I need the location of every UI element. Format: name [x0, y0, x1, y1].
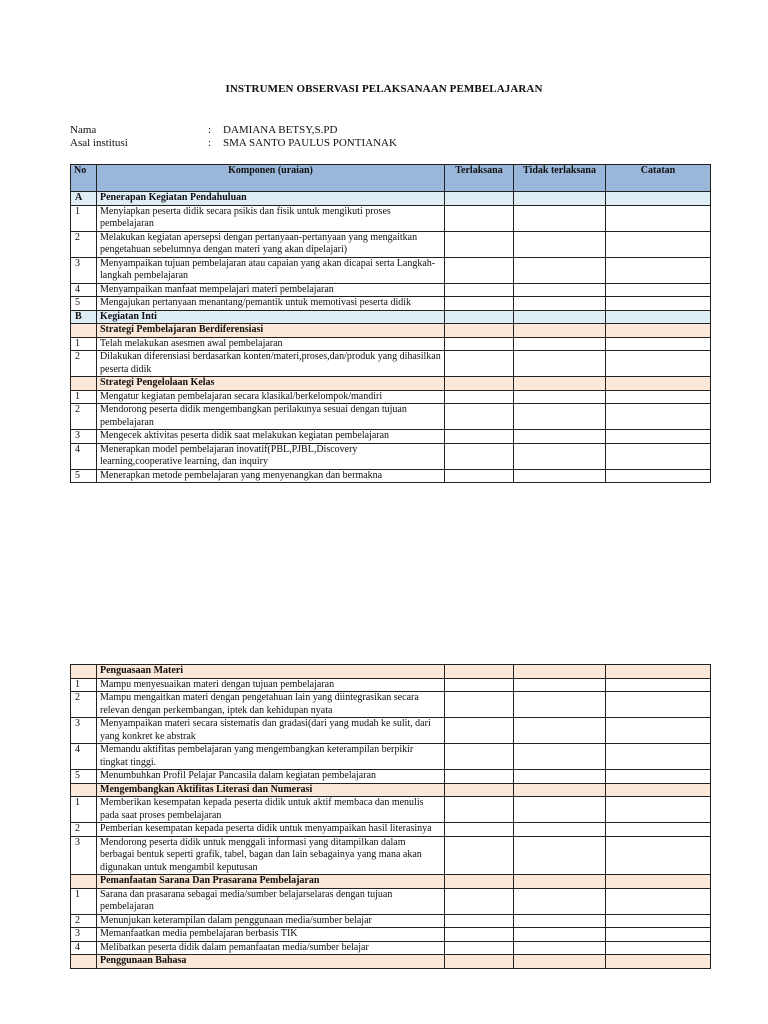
row-not-done-cell: [514, 192, 606, 206]
table-row: [71, 351, 711, 377]
table-row: [71, 836, 711, 875]
row-notes-cell: [606, 337, 711, 351]
row-component-text: Menerapkan metode pembelajaran yang menyenangkan dan bermakna: [97, 469, 445, 483]
table-row: [71, 744, 711, 770]
row-component-text: Menumbuhkan Profil Pelajar Pancasila dalam kegiatan pembelajaran: [97, 770, 445, 784]
row-not-done-cell: [514, 692, 606, 718]
row-not-done-cell: [514, 955, 606, 969]
row-component-text: Pemberian kesempatan kepada peserta didik untuk menyampaikan hasil literasinya: [97, 823, 445, 837]
row-done-cell: [445, 836, 514, 875]
row-not-done-cell: [514, 744, 606, 770]
row-number: 3: [71, 718, 97, 744]
row-notes-cell: [606, 783, 711, 797]
header-done: Terlaksana: [445, 165, 514, 192]
row-not-done-cell: [514, 941, 606, 955]
table-row: [71, 231, 711, 257]
table-row: [71, 443, 711, 469]
row-not-done-cell: [514, 443, 606, 469]
row-done-cell: [445, 377, 514, 391]
row-notes-cell: [606, 390, 711, 404]
section-row: [71, 310, 711, 324]
observation-table-part-2: [70, 664, 711, 969]
row-done-cell: [445, 324, 514, 338]
row-done-cell: [445, 205, 514, 231]
row-not-done-cell: [514, 297, 606, 311]
row-not-done-cell: [514, 404, 606, 430]
row-component-text: Strategi Pengelolaan Kelas: [97, 377, 445, 391]
row-component-text: Mengatur kegiatan pembelajaran secara klasikal/berkelompok/mandiri: [97, 390, 445, 404]
table-row: [71, 469, 711, 483]
row-component-text: Menyampaikan tujuan pembelajaran atau capaian yang akan dicapai serta Langkah-langkah pembelajaran: [97, 257, 445, 283]
table-row: [71, 797, 711, 823]
row-notes-cell: [606, 231, 711, 257]
row-number: 3: [71, 430, 97, 444]
table-row: [71, 257, 711, 283]
row-not-done-cell: [514, 324, 606, 338]
document-title: INSTRUMEN OBSERVASI PELAKSANAAN PEMBELAJARAN: [225, 83, 543, 95]
row-component-text: Mampu mengaitkan materi dengan pengetahuan lain yang diintegrasikan secara relevan dengan perkembangan, iptek dan kehidupan nyata: [97, 692, 445, 718]
table-row: [71, 297, 711, 311]
row-done-cell: [445, 469, 514, 483]
row-not-done-cell: [514, 257, 606, 283]
row-component-text: Memanfaatkan media pembelajaran berbasis TIK: [97, 928, 445, 942]
row-number: 1: [71, 337, 97, 351]
row-notes-cell: [606, 875, 711, 889]
row-done-cell: [445, 337, 514, 351]
row-done-cell: [445, 955, 514, 969]
row-notes-cell: [606, 377, 711, 391]
row-number: 1: [71, 797, 97, 823]
row-done-cell: [445, 770, 514, 784]
row-number: 1: [71, 205, 97, 231]
name-value: DAMIANA BETSY,S.PD: [223, 124, 338, 136]
row-component-text: Menyiapkan peserta didik secara psikis dan fisik untuk mengikuti proses pembelajaran: [97, 205, 445, 231]
row-notes-cell: [606, 941, 711, 955]
row-not-done-cell: [514, 678, 606, 692]
row-notes-cell: [606, 404, 711, 430]
row-not-done-cell: [514, 823, 606, 837]
row-not-done-cell: [514, 231, 606, 257]
row-number: 4: [71, 941, 97, 955]
row-done-cell: [445, 823, 514, 837]
row-not-done-cell: [514, 797, 606, 823]
table-row: [71, 678, 711, 692]
row-notes-cell: [606, 443, 711, 469]
row-number: 2: [71, 914, 97, 928]
row-done-cell: [445, 257, 514, 283]
row-component-text: Melakukan kegiatan apersepsi dengan pertanyaan-pertanyaan yang mengaitkan pengetahuan sebelumnya dengan materi yang akan dipelajari): [97, 231, 445, 257]
row-number: 3: [71, 928, 97, 942]
row-done-cell: [445, 351, 514, 377]
row-notes-cell: [606, 324, 711, 338]
row-not-done-cell: [514, 283, 606, 297]
row-done-cell: [445, 231, 514, 257]
row-component-text: Mengembangkan Aktifitas Literasi dan Numerasi: [97, 783, 445, 797]
table-row: [71, 205, 711, 231]
row-number: [71, 377, 97, 391]
row-number: 5: [71, 770, 97, 784]
row-notes-cell: [606, 205, 711, 231]
row-number: [71, 875, 97, 889]
row-number: 2: [71, 692, 97, 718]
row-notes-cell: [606, 718, 711, 744]
subsection-row: [71, 324, 711, 338]
row-number: [71, 324, 97, 338]
subsection-row: [71, 377, 711, 391]
row-not-done-cell: [514, 665, 606, 679]
row-component-text: Sarana dan prasarana sebagai media/sumber belajarselaras dengan tujuan pembelajaran: [97, 888, 445, 914]
row-done-cell: [445, 692, 514, 718]
row-component-text: Mendorong peserta didik untuk menggali informasi yang ditampilkan dalam berbagai bentuk seperti grafik, tabel, bagan dan lain sebagainya yang mana akan digunakan untuk mengambil keputusan: [97, 836, 445, 875]
header-notes: Catatan: [606, 165, 711, 192]
institution-label: Asal institusi: [70, 137, 128, 149]
institution-separator: :: [208, 137, 212, 149]
row-not-done-cell: [514, 390, 606, 404]
table-row: [71, 928, 711, 942]
row-number: [71, 783, 97, 797]
row-done-cell: [445, 192, 514, 206]
row-notes-cell: [606, 797, 711, 823]
row-component-text: Menyampaikan manfaat mempelajari materi pembelajaran: [97, 283, 445, 297]
row-notes-cell: [606, 823, 711, 837]
row-not-done-cell: [514, 205, 606, 231]
row-done-cell: [445, 390, 514, 404]
row-done-cell: [445, 718, 514, 744]
table-row: [71, 914, 711, 928]
table-row: [71, 692, 711, 718]
table-header-row: [71, 165, 711, 192]
row-number: 1: [71, 390, 97, 404]
row-notes-cell: [606, 678, 711, 692]
row-notes-cell: [606, 928, 711, 942]
row-number: [71, 665, 97, 679]
row-component-text: Mampu menyesuaikan materi dengan tujuan pembelajaran: [97, 678, 445, 692]
row-notes-cell: [606, 888, 711, 914]
row-not-done-cell: [514, 351, 606, 377]
row-component-text: Dilakukan diferensiasi berdasarkan konten/materi,proses,dan/produk yang dihasilkan peserta didik: [97, 351, 445, 377]
row-number: 5: [71, 469, 97, 483]
row-not-done-cell: [514, 377, 606, 391]
row-component-text: Strategi Pembelajaran Berdiferensiasi: [97, 324, 445, 338]
row-done-cell: [445, 783, 514, 797]
row-notes-cell: [606, 665, 711, 679]
name-separator: :: [208, 124, 212, 136]
row-number: 1: [71, 888, 97, 914]
subsection-row: [71, 875, 711, 889]
row-number: 5: [71, 297, 97, 311]
row-not-done-cell: [514, 914, 606, 928]
row-not-done-cell: [514, 875, 606, 889]
row-notes-cell: [606, 310, 711, 324]
table-row: [71, 337, 711, 351]
row-notes-cell: [606, 351, 711, 377]
row-not-done-cell: [514, 888, 606, 914]
row-done-cell: [445, 744, 514, 770]
table-row: [71, 390, 711, 404]
row-not-done-cell: [514, 310, 606, 324]
row-number: B: [71, 310, 97, 324]
header-no: No: [71, 165, 97, 192]
row-number: 3: [71, 257, 97, 283]
row-component-text: Penerapan Kegiatan Pendahuluan: [97, 192, 445, 206]
table-row: [71, 283, 711, 297]
row-not-done-cell: [514, 783, 606, 797]
row-notes-cell: [606, 192, 711, 206]
row-notes-cell: [606, 692, 711, 718]
row-notes-cell: [606, 744, 711, 770]
table-row: [71, 718, 711, 744]
table-row: [71, 430, 711, 444]
table-row: [71, 404, 711, 430]
row-component-text: Mendorong peserta didik mengembangkan perilakunya sesuai dengan tujuan pembelajaran: [97, 404, 445, 430]
subsection-row: [71, 955, 711, 969]
row-number: 3: [71, 836, 97, 875]
row-done-cell: [445, 888, 514, 914]
row-done-cell: [445, 914, 514, 928]
row-number: 2: [71, 823, 97, 837]
row-notes-cell: [606, 770, 711, 784]
row-component-text: Penguasaan Materi: [97, 665, 445, 679]
row-done-cell: [445, 665, 514, 679]
row-done-cell: [445, 941, 514, 955]
row-number: 4: [71, 744, 97, 770]
row-done-cell: [445, 443, 514, 469]
row-component-text: Penggunaan Bahasa: [97, 955, 445, 969]
row-done-cell: [445, 797, 514, 823]
row-done-cell: [445, 297, 514, 311]
table-row: [71, 770, 711, 784]
row-notes-cell: [606, 430, 711, 444]
row-notes-cell: [606, 836, 711, 875]
table-row: [71, 888, 711, 914]
subsection-row: [71, 783, 711, 797]
row-done-cell: [445, 928, 514, 942]
row-not-done-cell: [514, 337, 606, 351]
row-number: 4: [71, 283, 97, 297]
row-not-done-cell: [514, 469, 606, 483]
header-not-done: Tidak terlaksana: [514, 165, 606, 192]
row-done-cell: [445, 283, 514, 297]
row-component-text: Menyampaikan materi secara sistematis dan gradasi(dari yang mudah ke sulit, dari yang konkret ke abstrak: [97, 718, 445, 744]
row-done-cell: [445, 310, 514, 324]
row-number: 4: [71, 443, 97, 469]
row-component-text: Menerapkan model pembelajaran inovatif(PBL,PJBL,Discovery learning,cooperative learning, dan inquiry: [97, 443, 445, 469]
observation-table-part-1: [70, 164, 711, 483]
row-done-cell: [445, 678, 514, 692]
row-number: 1: [71, 678, 97, 692]
row-component-text: Memberikan kesempatan kepada peserta didik untuk aktif membaca dan menulis pada saat proses pembelajaran: [97, 797, 445, 823]
row-number: A: [71, 192, 97, 206]
row-component-text: Mengajukan pertanyaan menantang/pemantik untuk memotivasi peserta didik: [97, 297, 445, 311]
section-row: [71, 192, 711, 206]
row-notes-cell: [606, 297, 711, 311]
row-component-text: Menunjukan keterampilan dalam penggunaan media/sumber belajar: [97, 914, 445, 928]
row-not-done-cell: [514, 718, 606, 744]
row-not-done-cell: [514, 430, 606, 444]
row-number: [71, 955, 97, 969]
row-number: 2: [71, 351, 97, 377]
row-component-text: Kegiatan Inti: [97, 310, 445, 324]
row-done-cell: [445, 404, 514, 430]
row-number: 2: [71, 404, 97, 430]
row-done-cell: [445, 875, 514, 889]
header-component: Komponen (uraian): [97, 165, 445, 192]
row-not-done-cell: [514, 928, 606, 942]
table-row: [71, 941, 711, 955]
subsection-row: [71, 665, 711, 679]
row-notes-cell: [606, 283, 711, 297]
table-row: [71, 823, 711, 837]
row-notes-cell: [606, 955, 711, 969]
row-number: 2: [71, 231, 97, 257]
row-not-done-cell: [514, 836, 606, 875]
row-component-text: Mengecek aktivitas peserta didik saat melakukan kegiatan pembelajaran: [97, 430, 445, 444]
name-label: Nama: [70, 124, 97, 136]
row-component-text: Memandu aktifitas pembelajaran yang mengembangkan keterampilan berpikir tingkat tinggi.: [97, 744, 445, 770]
row-notes-cell: [606, 469, 711, 483]
row-component-text: Melibatkan peserta didik dalam pemanfaatan media/sumber belajar: [97, 941, 445, 955]
institution-value: SMA SANTO PAULUS PONTIANAK: [223, 137, 397, 149]
row-done-cell: [445, 430, 514, 444]
row-notes-cell: [606, 914, 711, 928]
row-component-text: Pemanfaatan Sarana Dan Prasarana Pembelajaran: [97, 875, 445, 889]
row-not-done-cell: [514, 770, 606, 784]
row-notes-cell: [606, 257, 711, 283]
row-component-text: Telah melakukan asesmen awal pembelajaran: [97, 337, 445, 351]
